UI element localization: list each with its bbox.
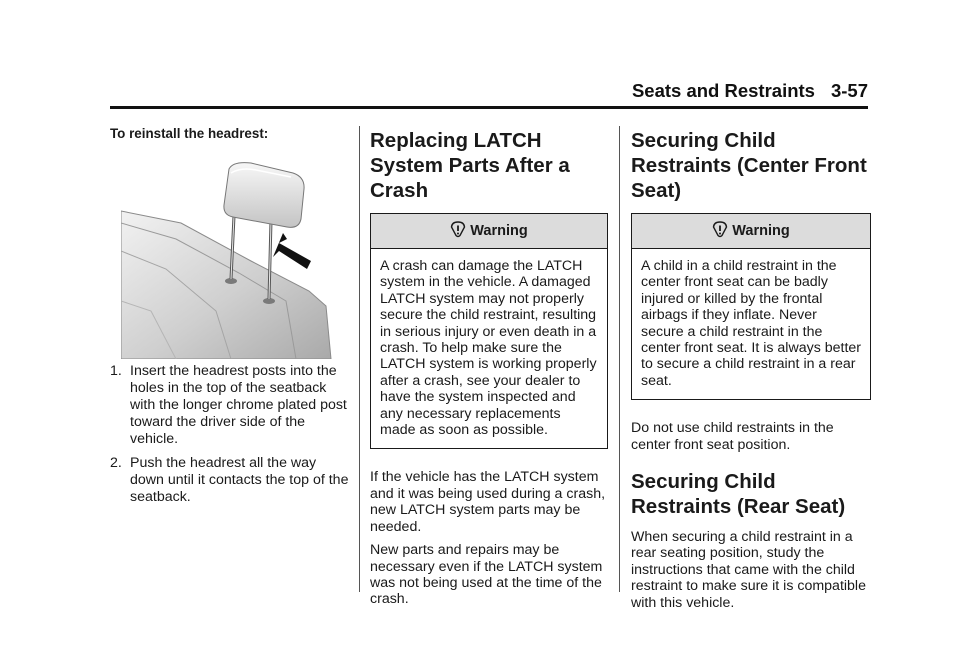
step-number: 2. <box>110 455 122 471</box>
latch-heading: Replacing LATCH System Parts After a Crash <box>370 129 570 202</box>
warning-text: A crash can damage the LATCH system in the vehicle. A damaged LATCH system may not properly secure the child restraint, resulting in serious injury or even death in a crash. To help make sure the LATCH system is working properly after a crash, see your dealer to have the system inspected and any necessary replacements made as soon as possible. <box>380 258 597 439</box>
reinstall-subheading: To reinstall the headrest: <box>110 126 269 141</box>
section-title: Seats and Restraints <box>631 80 815 101</box>
step-text: Insert the headrest posts into the holes in the top of the seatback with the longer chrome plated post toward the driver side of the vehicle. <box>130 363 347 447</box>
warning-title: Warning <box>732 223 790 239</box>
column-latch <box>370 118 608 608</box>
center-paragraph: Do not use child restraints in the center front seat position. <box>631 420 834 453</box>
latch-paragraph-2: New parts and repairs may be necessary even if the LATCH system was not being used at the time of the crash. <box>370 542 603 608</box>
column-divider <box>619 126 620 592</box>
rear-seat-paragraph: When securing a child restraint in a rear seating position, study the instructions that came with the child restraint to make sure it is compatible with this vehicle. <box>631 529 866 611</box>
warning-title: Warning <box>470 223 528 239</box>
step-number: 1. <box>110 363 122 379</box>
center-front-heading: Securing Child Restraints (Center Front Seat) <box>631 129 867 202</box>
step-item <box>110 363 350 448</box>
center-warning-box <box>631 213 871 400</box>
page-header <box>110 78 868 109</box>
latch-warning-box <box>370 213 608 449</box>
rear-seat-heading: Securing Child Restraints (Rear Seat) <box>631 470 846 519</box>
warning-icon <box>712 221 728 238</box>
warning-header <box>632 214 870 249</box>
headrest-illustration <box>121 161 351 359</box>
latch-paragraph-1: If the vehicle has the LATCH system and it was being used during a crash, new LATCH system parts may be needed. <box>370 469 606 535</box>
page-number: 3-57 <box>830 80 868 101</box>
reinstall-steps <box>110 363 350 506</box>
warning-text: A child in a child restraint in the center front seat can be badly injured or killed by the frontal airbags if they inflate. Never secure a child restraint in the center front seat. It is always better to secure a child restraint in a rear seat. <box>641 258 862 389</box>
warning-icon <box>450 221 466 238</box>
step-item <box>110 455 350 506</box>
seatback-shape <box>121 211 331 359</box>
header-text <box>632 80 868 102</box>
column-headrest <box>110 118 350 513</box>
arrow-icon <box>273 233 311 269</box>
column-securing <box>631 118 871 611</box>
step-text: Push the headrest all the way down until it contacts the top of the seatback. <box>130 455 349 505</box>
column-divider <box>359 126 360 592</box>
headrest-cushion <box>224 163 304 228</box>
warning-header <box>371 214 607 249</box>
